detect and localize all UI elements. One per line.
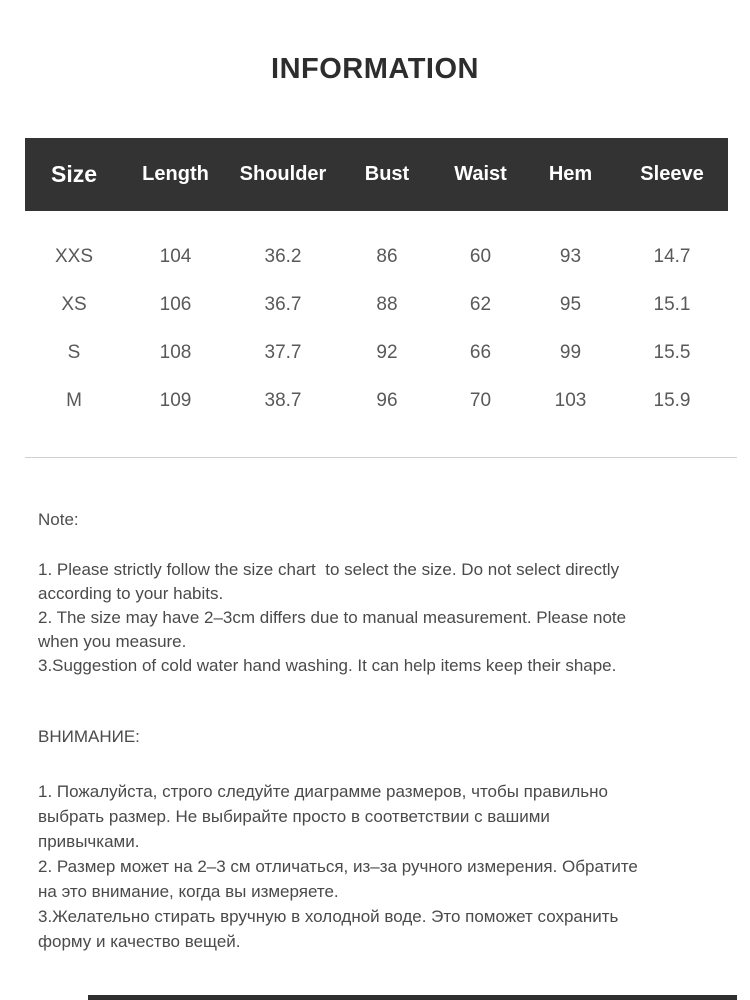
cell-hem: 93: [559, 245, 582, 267]
page-title: INFORMATION: [271, 53, 479, 85]
note-line: according to your habits.: [38, 583, 224, 603]
cell-hem: 103: [554, 389, 587, 411]
cell-bust: 96: [376, 389, 398, 411]
table-row: [25, 377, 728, 425]
column-header-length: Length: [142, 162, 209, 185]
cell-shoulder: 36.2: [264, 245, 302, 267]
note-heading-ru: ВНИМАНИЕ:: [38, 726, 140, 746]
note-list-ru: [38, 779, 750, 954]
cell-size: XS: [61, 293, 87, 315]
note-line: 1. Пожалуйста, строго следуйте диаграмме размеров, чтобы правильно: [38, 781, 608, 801]
note-heading-en: Note:: [38, 509, 79, 529]
column-header-waist: Waist: [454, 162, 507, 185]
cell-shoulder: 38.7: [264, 389, 302, 411]
cell-shoulder: 36.7: [264, 293, 302, 315]
size-chart-table: [25, 138, 728, 425]
cell-sleeve: 14.7: [653, 245, 691, 267]
cell-sleeve: 15.5: [653, 341, 691, 363]
table-row: [25, 281, 728, 329]
cell-waist: 62: [469, 293, 492, 315]
cell-length: 104: [159, 245, 192, 267]
cell-bust: 86: [376, 245, 398, 267]
cell-length: 106: [159, 293, 192, 315]
note-line: 2. Размер может на 2–3 см отличаться, из–за ручного измерения. Обратите: [38, 856, 638, 876]
note-line: 2. The size may have 2–3cm differs due to manual measurement. Please note: [38, 607, 627, 627]
column-header-bust: Bust: [364, 162, 410, 185]
note-line: форму и качество вещей.: [38, 931, 241, 951]
table-row: [25, 233, 728, 281]
column-header-sleeve: Sleeve: [640, 162, 704, 185]
cell-length: 109: [159, 389, 192, 411]
note-line: 3.Желательно стирать вручную в холодной воде. Это поможет сохранить: [38, 906, 619, 926]
cell-size: M: [66, 389, 82, 411]
size-chart-header-row: [25, 138, 728, 211]
note-line: на это внимание, когда вы измеряете.: [38, 881, 339, 901]
cell-bust: 92: [376, 341, 398, 363]
cell-size: S: [67, 341, 81, 363]
cell-length: 108: [159, 341, 192, 363]
next-table-header-partial: [88, 995, 737, 1000]
note-line: when you measure.: [38, 631, 187, 651]
cell-hem: 95: [559, 293, 582, 315]
section-divider: [25, 457, 737, 458]
cell-hem: 99: [559, 341, 582, 363]
table-row: [25, 329, 728, 377]
cell-waist: 66: [469, 341, 492, 363]
size-chart-body: [25, 233, 728, 425]
cell-sleeve: 15.1: [653, 293, 691, 315]
cell-waist: 70: [469, 389, 492, 411]
cell-bust: 88: [376, 293, 398, 315]
note-line: привычками.: [38, 831, 140, 851]
column-header-size: Size: [50, 160, 98, 187]
note-line: 3.Suggestion of cold water hand washing. It can help items keep their shape.: [38, 655, 617, 675]
note-line: 1. Please strictly follow the size chart to select the size. Do not select directly: [38, 559, 620, 579]
note-list-en: [38, 558, 750, 678]
cell-sleeve: 15.9: [653, 389, 691, 411]
cell-waist: 60: [469, 245, 492, 267]
cell-shoulder: 37.7: [264, 341, 302, 363]
column-header-shoulder: Shoulder: [239, 162, 327, 185]
column-header-hem: Hem: [548, 162, 593, 185]
cell-size: XXS: [54, 245, 94, 267]
note-line: выбрать размер. Не выбирайте просто в соответствии с вашими: [38, 806, 550, 826]
